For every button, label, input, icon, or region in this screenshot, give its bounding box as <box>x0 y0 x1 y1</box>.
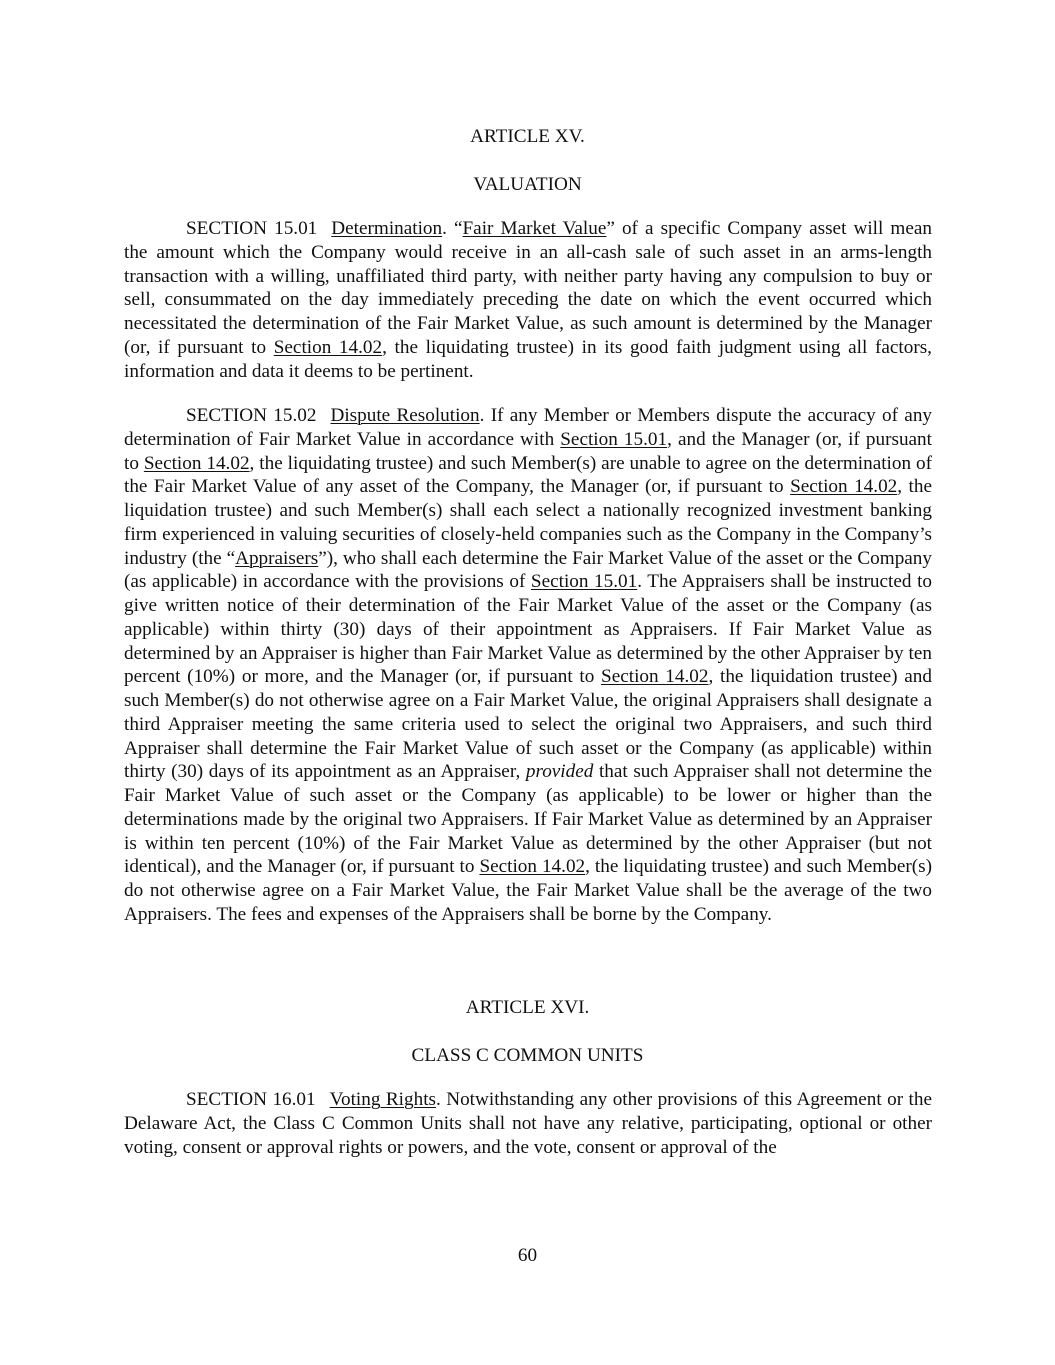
section-reference: Section 15.01 <box>560 428 668 450</box>
section-text: ” of a specific Company asset will mean the amount which the Company would receive in an all-cash sale of such asset in an arms-length transaction with a willing, unaffiliated third party, with neither party having any compulsion to buy or sell, consummated on the day immediately preceding the date on which the event occurred which necessitated the determination of the Fair Market Value, as such amount is determined by the Manager (or, if pursuant to <box>124 218 932 358</box>
section-text: , the liquidation trustee) and such Member(s) shall each select a nationally recognized investment banking firm experienced in valuing securities of closely-held companies such as the Company in the Company’s industry (the “ <box>124 476 932 569</box>
section-reference: Section 15.01 <box>530 571 638 593</box>
section-number: SECTION 15.01 <box>186 218 318 239</box>
section-text: . “ <box>442 218 463 239</box>
section-text: . Notwithstanding any other provisions of this Agreement or the Delaware Act, the Class C Common Units shall not have any relative, participating, optional or other voting, consent or approval rights or powers, and the vote, consent or approval of the <box>124 1089 932 1158</box>
defined-term: Appraisers <box>235 547 319 569</box>
defined-term: Fair Market Value <box>462 218 607 239</box>
article-xv-title: ARTICLE XV. <box>470 126 585 147</box>
italic-term: provided <box>525 761 594 783</box>
section-reference: Section 14.02 <box>601 666 709 688</box>
section-15-02-paragraph <box>124 404 932 927</box>
section-heading: Determination <box>331 218 443 239</box>
section-reference: Section 14.02 <box>479 856 586 878</box>
section-text: , and the Manager (or, if pursuant to <box>124 428 932 474</box>
section-16-01-paragraph <box>124 1088 932 1159</box>
article-xvi-subtitle: CLASS C COMMON UNITS <box>411 1045 644 1066</box>
section-15-01-paragraph <box>124 217 932 383</box>
section-heading: Dispute Resolution <box>330 405 480 426</box>
section-text: , the liquidating trustee) and such Member(s) do not otherwise agree on a Fair Market Value, the Fair Market Value shall be the average of the two Appraisers. The fees and expenses of the Appraisers shall be borne by the Company. <box>124 856 932 925</box>
section-number: SECTION 16.01 <box>186 1089 316 1110</box>
article-xvi-title: ARTICLE XVI. <box>465 997 590 1018</box>
section-heading: Voting Rights <box>329 1089 436 1110</box>
section-text: that such Appraiser shall not determine the Fair Market Value of such asset or the Company (as applicable) to be lower or higher than the determinations made by the original two Appraisers. If Fair Market Value as determined by an Appraiser is within ten percent (10%) of the Fair Market Value as determined by the other Appraiser (but not identical), and the Manager (or, if pursuant to <box>124 761 932 878</box>
section-text: , the liquidation trustee) and such Member(s) do not otherwise agree on a Fair Market Value, the original Appraisers shall designate a third Appraiser meeting the same criteria used to select the original two Appraisers, and such third Appraiser shall determine the Fair Market Value of such asset or the Company (as applicable) within thirty (30) days of its appointment as an Appraiser, <box>124 666 932 783</box>
section-text: . If any Member or Members dispute the accuracy of any determination of Fair Market Value in accordance with <box>124 405 933 450</box>
section-reference: Section 14.02 <box>273 336 383 358</box>
section-number: SECTION 15.02 <box>186 405 317 426</box>
section-text: ”), who shall each determine the Fair Market Value of the asset or the Company (as applicable) in accordance with the provisions of <box>124 547 932 593</box>
section-reference: Section 14.02 <box>143 452 250 474</box>
section-text: . The Appraisers shall be instructed to give written notice of their determination of the Fair Market Value of the asset or the Company (as applicable) within thirty (30) days of their appointment as Appraisers. If Fair Market Value as determined by an Appraiser is higher than Fair Market Value as determined by the other Appraiser by ten percent (10%) or more, and the Manager (or, if pursuant to <box>124 571 932 688</box>
section-text: , the liquidating trustee) and such Member(s) are unable to agree on the determination of the Fair Market Value of any asset of the Company, the Manager (or, if pursuant to <box>124 452 932 498</box>
article-xv-subtitle: VALUATION <box>473 174 582 195</box>
section-reference: Section 14.02 <box>790 476 898 498</box>
page-number: 60 <box>517 1245 538 1266</box>
section-text: , the liquidating trustee) in its good faith judgment using all factors, information and data it deems to be pertinent. <box>124 336 932 382</box>
